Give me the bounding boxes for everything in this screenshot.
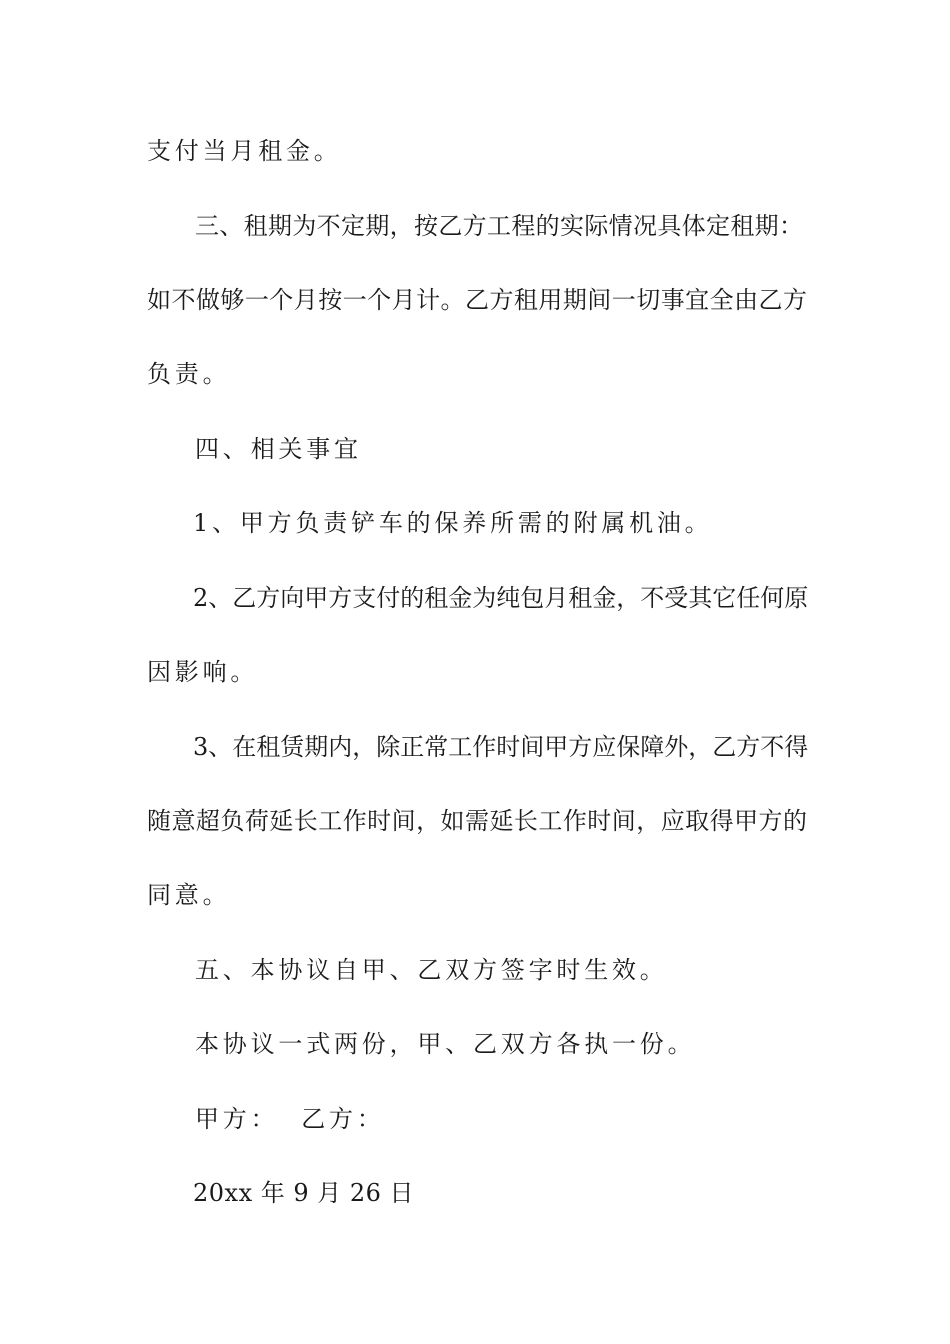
section-four-heading: 四、相关事宜 bbox=[195, 435, 362, 463]
item-2-line-2: 因影响。 bbox=[147, 658, 259, 686]
item-2-line-1: 2、乙方向甲方支付的租金为纯包月租金，不受其它任何原 bbox=[193, 584, 809, 612]
item-3-line-2: 随意超负荷延长工作时间，如需延长工作时间，应取得甲方的 bbox=[147, 807, 807, 835]
agreement-date: 20xx 年 9 月 26 日 bbox=[193, 1179, 415, 1207]
item-3-line-3: 同意。 bbox=[147, 881, 231, 909]
section-three-line-2: 如不做够一个月按一个月计。乙方租用期间一切事宜全由乙方 bbox=[147, 286, 807, 314]
paragraph-line-1: 支付当月租金。 bbox=[147, 137, 342, 165]
item-1-line: 1、甲方负责铲车的保养所需的附属机油。 bbox=[193, 509, 713, 537]
signature-parties: 甲方： 乙方： bbox=[195, 1105, 385, 1133]
item-3-line-1: 3、在租赁期内，除正常工作时间甲方应保障外，乙方不得 bbox=[193, 733, 809, 761]
section-five-heading: 五、本协议自甲、乙双方签字时生效。 bbox=[195, 956, 668, 984]
section-three-line-3: 负责。 bbox=[147, 360, 231, 388]
copies-statement: 本协议一式两份，甲、乙双方各执一份。 bbox=[195, 1030, 696, 1058]
section-three-heading-line: 三、租期为不定期，按乙方工程的实际情况具体定租期： bbox=[195, 212, 803, 240]
